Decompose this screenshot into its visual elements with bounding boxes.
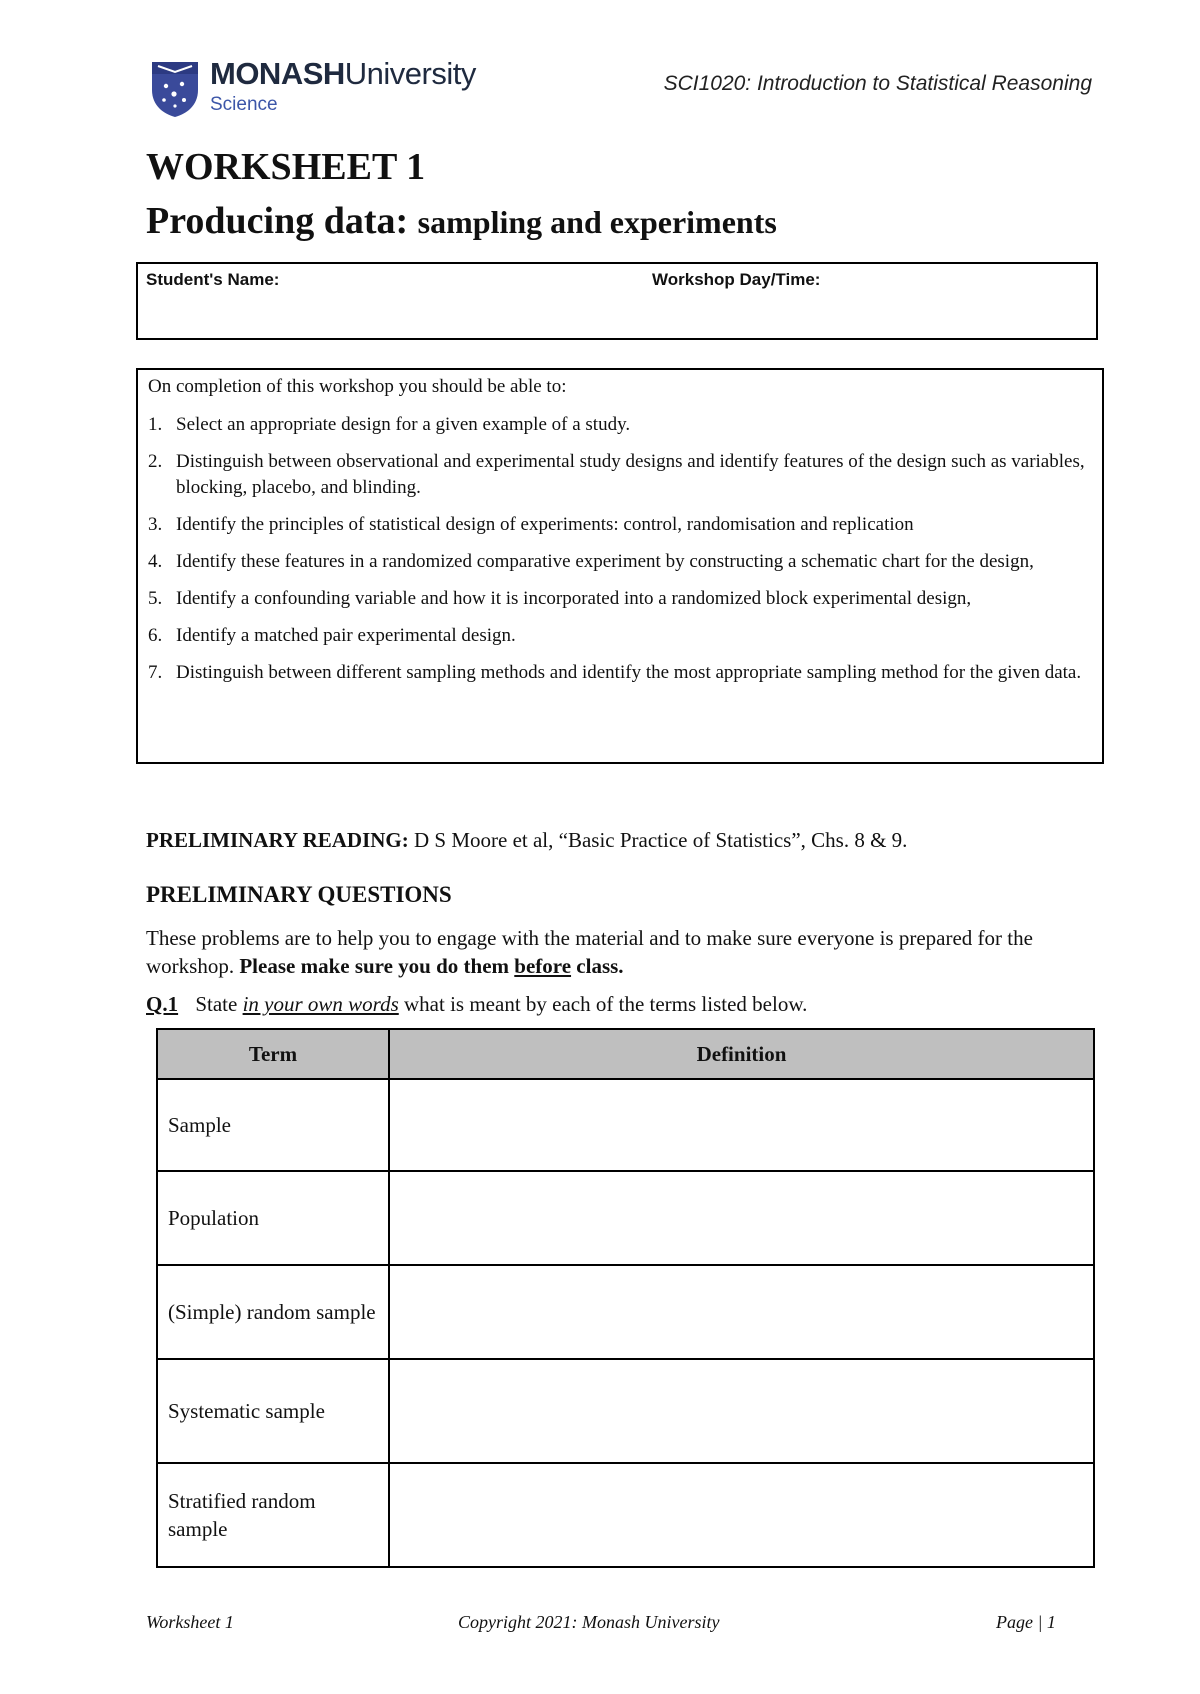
reading-label: PRELIMINARY READING: xyxy=(146,828,409,852)
terms-table xyxy=(156,1028,1095,1568)
reading-text: D S Moore et al, “Basic Practice of Statistics”, Chs. 8 & 9. xyxy=(414,828,908,852)
logo-name-suffix: University xyxy=(344,56,476,91)
objective-number: 2. xyxy=(148,451,163,472)
subtitle-main: Producing data: xyxy=(146,200,409,242)
term-cell: (Simple) random sample xyxy=(157,1265,389,1359)
table-row xyxy=(157,1265,1094,1359)
objective-text: Identify a confounding variable and how it is incorporated into a randomized block experimental design, xyxy=(176,588,972,609)
term-cell: Systematic sample xyxy=(157,1359,389,1463)
objective-item xyxy=(148,412,1088,438)
logo-faculty: Science xyxy=(210,94,278,115)
table-row xyxy=(157,1171,1094,1265)
objective-item xyxy=(148,549,1088,575)
objectives-list xyxy=(148,412,1088,686)
definition-cell[interactable] xyxy=(389,1265,1094,1359)
questions-intro-text: These problems are to help you to engage with the material and to make sure everyone is prepared for the workshop. xyxy=(146,926,1033,978)
instruction-class: class. xyxy=(576,954,624,978)
table-row xyxy=(157,1359,1094,1463)
table-row xyxy=(157,1463,1094,1567)
definition-cell[interactable] xyxy=(389,1171,1094,1265)
objective-item xyxy=(148,449,1088,501)
objective-item xyxy=(148,660,1088,686)
workshop-day-label: Workshop Day/Time: xyxy=(652,270,821,289)
table-row xyxy=(157,1079,1094,1171)
header-term: Term xyxy=(157,1029,389,1079)
objective-number: 5. xyxy=(148,588,163,609)
header-definition: Definition xyxy=(389,1029,1094,1079)
logo-name: MONASH xyxy=(210,56,345,91)
objective-item xyxy=(148,623,1088,649)
definition-cell[interactable] xyxy=(389,1359,1094,1463)
course-title: SCI1020: Introduction to Statistical Reasoning xyxy=(663,72,1092,95)
objective-text: Select an appropriate design for a given example of a study. xyxy=(176,414,631,435)
objective-text: Identify these features in a randomized comparative experiment by constructing a schematic chart for the design, xyxy=(176,551,1034,572)
student-info-box[interactable] xyxy=(136,262,1098,340)
question-1-number: Q.1 xyxy=(146,992,179,1016)
worksheet-title: WORKSHEET 1 xyxy=(146,146,426,188)
objective-text: Distinguish between observational and experimental study designs and identify features of the design such as variables, blocking, placebo, and blinding. xyxy=(176,451,1085,498)
objective-number: 1. xyxy=(148,414,163,435)
objective-number: 3. xyxy=(148,514,163,535)
objective-text: Distinguish between different sampling methods and identify the most appropriate sampling method for the given data. xyxy=(176,662,1082,683)
definition-cell[interactable] xyxy=(389,1079,1094,1171)
preliminary-questions-heading: PRELIMINARY QUESTIONS xyxy=(146,882,452,907)
student-name-label: Student's Name: xyxy=(146,270,280,289)
learning-objectives-box xyxy=(136,368,1104,764)
objective-number: 4. xyxy=(148,551,163,572)
instruction-before: before xyxy=(514,954,572,978)
objective-text: Identify a matched pair experimental design. xyxy=(176,625,516,646)
instruction-bold: Please make sure you do them xyxy=(239,954,510,978)
term-cell: Population xyxy=(157,1171,389,1265)
footer-copyright: Copyright 2021: Monash University xyxy=(458,1612,720,1632)
definition-cell[interactable] xyxy=(389,1463,1094,1567)
term-cell: Sample xyxy=(157,1079,389,1171)
worksheet-subtitle xyxy=(146,202,777,240)
objective-number: 6. xyxy=(148,625,163,646)
objective-text: Identify the principles of statistical design of experiments: control, randomisation and replication xyxy=(176,514,914,535)
objective-item xyxy=(148,512,1088,538)
footer-worksheet: Worksheet 1 xyxy=(146,1612,234,1632)
monash-logo xyxy=(150,58,510,122)
objectives-intro: On completion of this workshop you should be able to: xyxy=(148,376,567,397)
objective-number: 7. xyxy=(148,662,163,683)
subtitle-sub: sampling and experiments xyxy=(417,204,777,240)
footer-page-number: Page | 1 xyxy=(996,1612,1056,1632)
questions-intro xyxy=(146,924,1086,980)
table-header-row xyxy=(157,1029,1094,1079)
question-1-post: what is meant by each of the terms listed below. xyxy=(404,992,808,1016)
question-1-emphasis: in your own words xyxy=(242,992,399,1016)
question-1-pre: State xyxy=(195,992,238,1016)
monash-shield-icon xyxy=(150,60,200,118)
question-1 xyxy=(146,992,807,1017)
objective-item xyxy=(148,586,1088,612)
preliminary-reading xyxy=(146,828,907,853)
term-cell: Stratified random sample xyxy=(157,1463,389,1567)
